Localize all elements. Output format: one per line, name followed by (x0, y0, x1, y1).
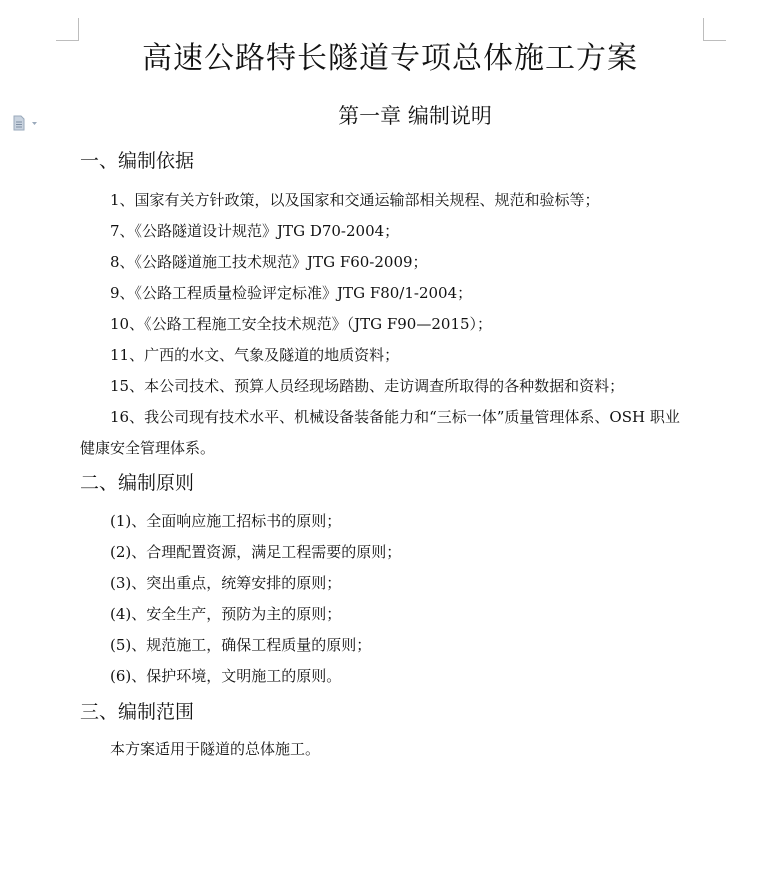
chapter-heading: 第一章 编制说明 (338, 104, 492, 128)
section-heading-basis: 一、编制依据 (80, 150, 195, 172)
list-item: 9、《公路工程质量检验评定标准》JTG F80/1-2004； (110, 284, 473, 302)
list-item: 11、广西的水文、气象及隧道的地质资料； (110, 346, 400, 364)
document-title: 高速公路特长隧道专项总体施工方案 (142, 41, 638, 76)
list-item: (2)、合理配置资源，满足工程需要的原则； (110, 543, 402, 561)
list-item: (3)、突出重点，统筹安排的原则； (110, 574, 342, 592)
list-item: 10、《公路工程施工安全技术规范》（JTG F90—2015）； (110, 315, 493, 333)
list-item: (4)、安全生产，预防为主的原则； (110, 605, 342, 623)
list-item: 15、本公司技术、预算人员经现场踏勘、走访调查所取得的各种数据和资料； (110, 377, 625, 395)
list-item-continuation: 健康安全管理体系。 (80, 439, 216, 457)
list-item: (6)、保护环境，文明施工的原则。 (110, 667, 342, 685)
list-item: 本方案适用于隧道的总体施工。 (110, 740, 321, 758)
list-item: 7、《公路隧道设计规范》JTG D70-2004； (110, 222, 400, 240)
list-item: (5)、规范施工，确保工程质量的原则； (110, 636, 372, 654)
list-item: 16、我公司现有技术水平、机械设备装备能力和“三标一体”质量管理体系、OSH 职业 (110, 408, 680, 426)
section-heading-scope: 三、编制范围 (80, 701, 195, 723)
section-heading-principles: 二、编制原则 (80, 472, 195, 494)
list-item: 1、国家有关方针政策，以及国家和交通运输部相关规程、规范和验标等； (110, 191, 600, 209)
list-item: (1)、全面响应施工招标书的原则； (110, 512, 342, 530)
list-item: 8、《公路隧道施工技术规范》JTG F60-2009； (110, 253, 428, 271)
